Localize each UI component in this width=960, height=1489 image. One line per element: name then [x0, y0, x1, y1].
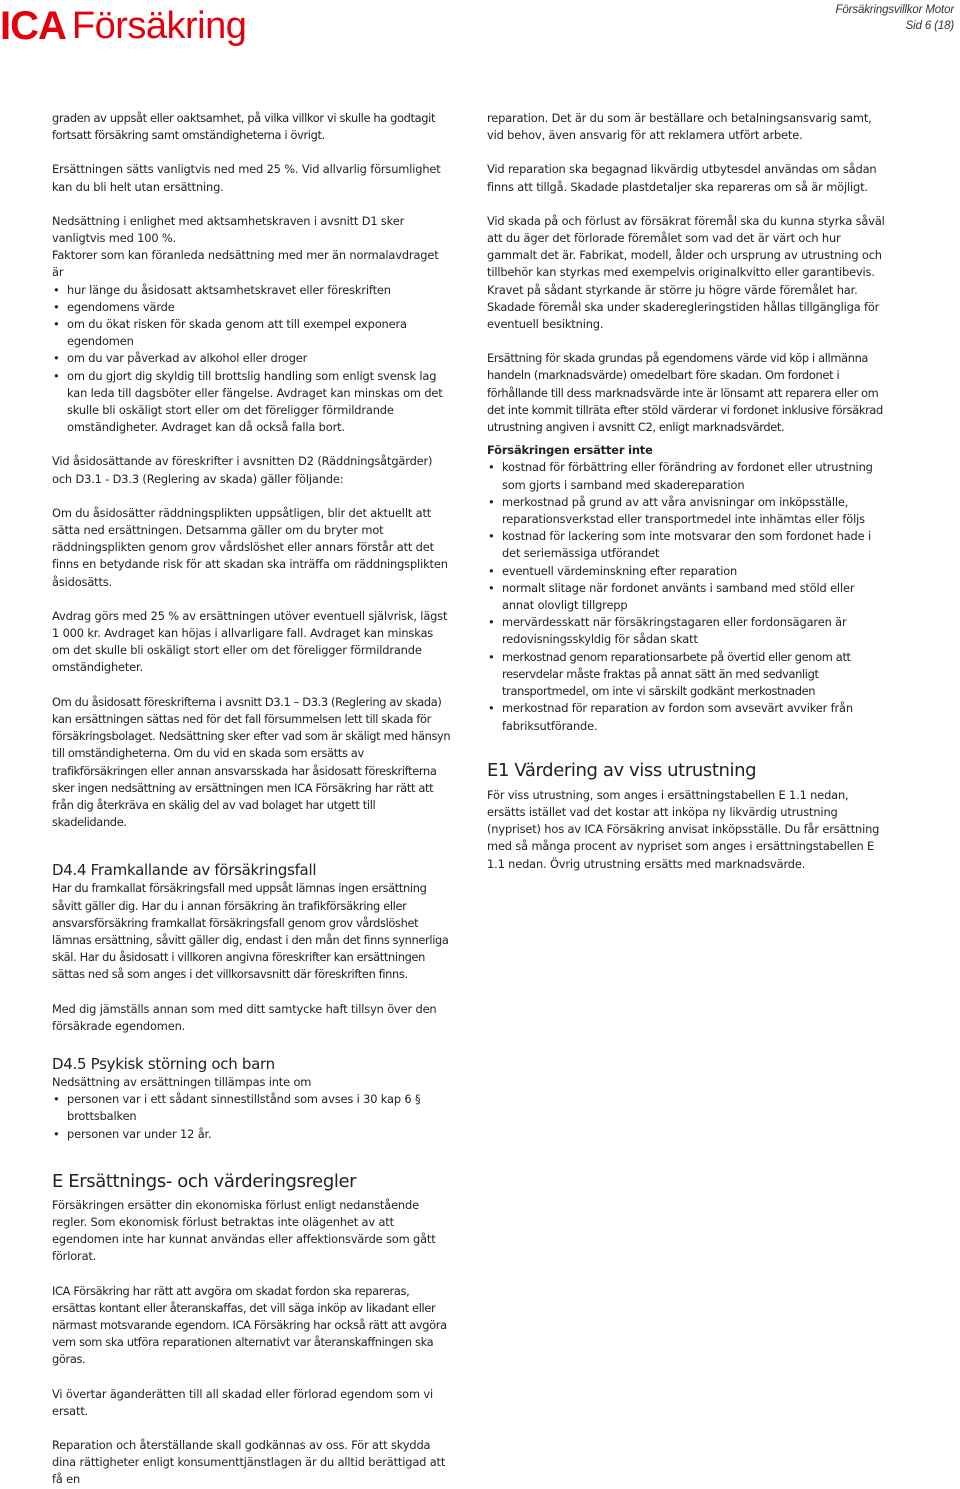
right-column — [487, 110, 887, 873]
paragraph: ICA Försäkring har rätt att avgöra om skadat fordon ska repareras, ersättas kontant eller återanskaffas, det vill säga inköp av likadant eller närmast motsvarande egendom. ICA Försäkring har också rätt att avgöra vem som ska utföra reparationen alternativt var återanskaffningen ska göras. — [52, 1283, 447, 1367]
paragraph: Vid reparation ska begagnad likvärdig utbytesdel användas om sådan finns att tillgå. Skadade plastdetaljer ska repareras om så är möjligt. — [487, 162, 877, 194]
list-item: • personen var i ett sådant sinnestillstånd som avses i 30 kap 6 § brottsbalken — [52, 1091, 452, 1125]
list-item: • merkostnad på grund av att våra anvisningar om inköpsställe, reparationsverkstad eller transportmedel inte inhämtas eller följs — [487, 494, 887, 528]
logo — [0, 4, 246, 48]
list-item: • merkostnad genom reparationsarbete på övertid eller genom att reservdelar måste fraktas på annat sätt än med sedvanligt transportmedel, om inte vi särskilt godkänt merkostnaden — [487, 649, 887, 701]
paragraph: Med dig jämställs annan som med ditt samtycke haft tillsyn över den försäkrade egendomen. — [52, 1001, 437, 1033]
list-item: • om du var påverkad av alkohol eller droger — [52, 350, 452, 367]
list-item: • personen var under 12 år. — [52, 1126, 452, 1143]
subheading-not-covered: Försäkringen ersätter inte — [487, 443, 653, 458]
bullet-list — [52, 282, 452, 437]
list-item: • merkostnad för reparation av fordon som avsevärt avviker från fabriksutförande. — [487, 700, 887, 734]
bullet-list — [487, 459, 887, 734]
paragraph: Försäkringen ersätter din ekonomiska förlust enligt nedanstående regler. Som ekonomisk förlust betraktas inte olägenhet av att egendomen inte har kunnat användas eller affektionsvärde som gått förlorat. — [52, 1197, 436, 1264]
list-item: • eventuell värdeminskning efter reparation — [487, 563, 887, 580]
section-heading-d45: D4.5 Psykisk störning och barn — [52, 1054, 275, 1073]
paragraph: Vi övertar äganderätten till all skadad eller förlorad egendom som vi ersatt. — [52, 1386, 433, 1418]
paragraph: Nedsättning av ersättningen tillämpas inte om — [52, 1074, 312, 1089]
paragraph: För viss utrustning, som anges i ersättningstabellen E 1.1 nedan, ersätts istället vad det kostar att inköpa ny likvärdig utrustning (nypriset) hos av ICA Försäkring anvisat inköpsställe. Du får ersättning med så många procent av nypriset som anges i ersättningstabellen E 1.1 nedan. Övrig utrustning ersätts med marknadsvärde. — [487, 787, 880, 871]
paragraph: reparation. Det är du som är beställare och betalningsansvarig samt, vid behov, även ansvarig för att reklamera utfört arbete. — [487, 111, 872, 143]
logo-brand-name: Försäkring — [71, 5, 247, 47]
list-item: • kostnad för lackering som inte motsvarar den som fordonet hade i det seriemässiga utförandet — [487, 528, 887, 562]
section-heading-e: E Ersättnings- och värderingsregler — [52, 1170, 357, 1192]
list-item: • om du ökat risken för skada genom att till exempel exponera egendomen — [52, 316, 452, 350]
paragraph: Ersättning för skada grundas på egendomens värde vid köp i allmänna handeln (marknadsvärde) omedelbart före skadan. Om fordonet i förhållande till dess marknadsvärde inte är lönsamt att reparera eller om det inte kommit tillräta efter stöld värderar vi fordonet inklusive försäkrad utrustning angiven i avsnitt C2, enligt marknadsvärdet. — [487, 351, 883, 435]
list-item: • normalt slitage när fordonet använts i samband med stöld eller annat olovligt tillgrepp — [487, 580, 887, 614]
paragraph: Vid åsidosättande av föreskrifter i avsnitten D2 (Räddningsåtgärder) och D3.1 - D3.3 (Reglering av skada) gäller följande: — [52, 454, 433, 486]
paragraph: Om du åsidosätter räddningsplikten uppsåtligen, blir det aktuellt att sätta ned ersättningen. Detsamma gäller om du bryter mot räddningsplikten genom grov vårdslöshet eller annars förstår att det finns en betydande risk för att skadan ska inträffa om räddningsplikten åsidosätts. — [52, 505, 448, 589]
paragraph: Vid skada på och förlust av försäkrat föremål ska du kunna styrka såväl att du äger det förlorade föremålet som vad det är värt och hur gammalt det är. Fabrikat, modell, ålder och ursprung av utrustning och tillbehör kan styrkas med exempelvis originalkvitto eller garantibevis. Kravet på sådant styrkande är större ju högre värde föremålet har. Skadade föremål ska under skaderegleringstiden hållas tillgängliga för eventuell besiktning. — [487, 213, 885, 332]
list-item: • mervärdesskatt när försäkringstagaren eller fordonsägaren är redovisningsskyldig för sådan skatt — [487, 614, 887, 648]
paragraph: Faktorer som kan föranleda nedsättning med mer än normalavdraget är — [52, 248, 439, 280]
bullet-list — [52, 1091, 452, 1143]
document-header — [836, 2, 954, 34]
paragraph: Avdrag görs med 25 % av ersättningen utöver eventuell självrisk, lägst 1 000 kr. Avdraget kan höjas i allvarligare fall. Avdraget kan minskas om det skulle bli oskäligt stort eller om det föreligger förmildrande omständigheter. — [52, 608, 448, 675]
paragraph: Nedsättning i enlighet med aktsamhetskraven i avsnitt D1 sker vanligtvis med 100 %. — [52, 213, 405, 246]
logo-ica-wordmark: ICA — [0, 4, 66, 48]
list-item: • hur länge du åsidosatt aktsamhetskravet eller föreskriften — [52, 282, 452, 299]
list-item: • egendomens värde — [52, 299, 452, 316]
section-heading-e1: E1 Värdering av viss utrustning — [487, 759, 757, 781]
page-number: Sid 6 (18) — [905, 20, 954, 32]
paragraph: Ersättningen sätts vanligtvis ned med 25 %. Vid allvarlig försumlighet kan du bli helt utan ersättning. — [52, 162, 441, 194]
paragraph: Reparation och återställande skall godkännas av oss. För att skydda dina rättigheter enligt konsumenttjänstlagen är du alltid berättigad att få en — [52, 1437, 446, 1487]
left-column — [52, 110, 452, 1489]
section-heading-d44: D4.4 Framkallande av försäkringsfall — [52, 861, 317, 880]
paragraph: Om du åsidosatt föreskrifterna i avsnitt D3.1 – D3.3 (Reglering av skada) kan ersättningen sättas ned för det fall försummelsen lett till skada för försäkringsbolaget. Nedsättning sker efter vad som är skäligt med hänsyn till omständigheterna. Om du vid en skada som ersätts av trafikförsäkringen eller annan ansvarsskada har åsidosatt föreskrifterna sker ingen nedsättning av ersättningen men ICA Försäkring har rätt att från dig återkräva en skälig del av vad bolaget har utgett till skadelidande. — [52, 694, 451, 830]
paragraph: graden av uppsåt eller oaktsamhet, på vilka villkor vi skulle ha godtagit fortsatt försäkring samt omständigheterna i övrigt. — [52, 111, 436, 143]
document-title: Försäkringsvillkor Motor — [835, 4, 954, 16]
list-item: • kostnad för förbättring eller förändring av fordonet eller utrustning som gjorts i samband med skadereparation — [487, 459, 887, 493]
paragraph: Har du framkallat försäkringsfall med uppsåt lämnas ingen ersättning såvitt gäller dig. Har du i annan försäkring än trafikförsäkring eller ansvarsförsäkring framkallat försäkringsfall genom grov vårdslöshet lämnas ersättning, såvitt gäller dig, endast i den mån det finns synnerliga skäl. Har du åsidosatt i villkoren angivna föreskrifter kan ersättningen sättas ned så som anges i det villkorsavsnitt där föreskriften finns. — [52, 881, 449, 982]
list-item: • om du gjort dig skyldig till brottslig handling som enligt svensk lag kan leda till dagsböter eller fängelse. Avdraget kan minskas om det skulle bli oskäligt stort eller om det föreligger förmildrande omständigheter. Avdraget kan då också falla bort. — [52, 368, 452, 437]
